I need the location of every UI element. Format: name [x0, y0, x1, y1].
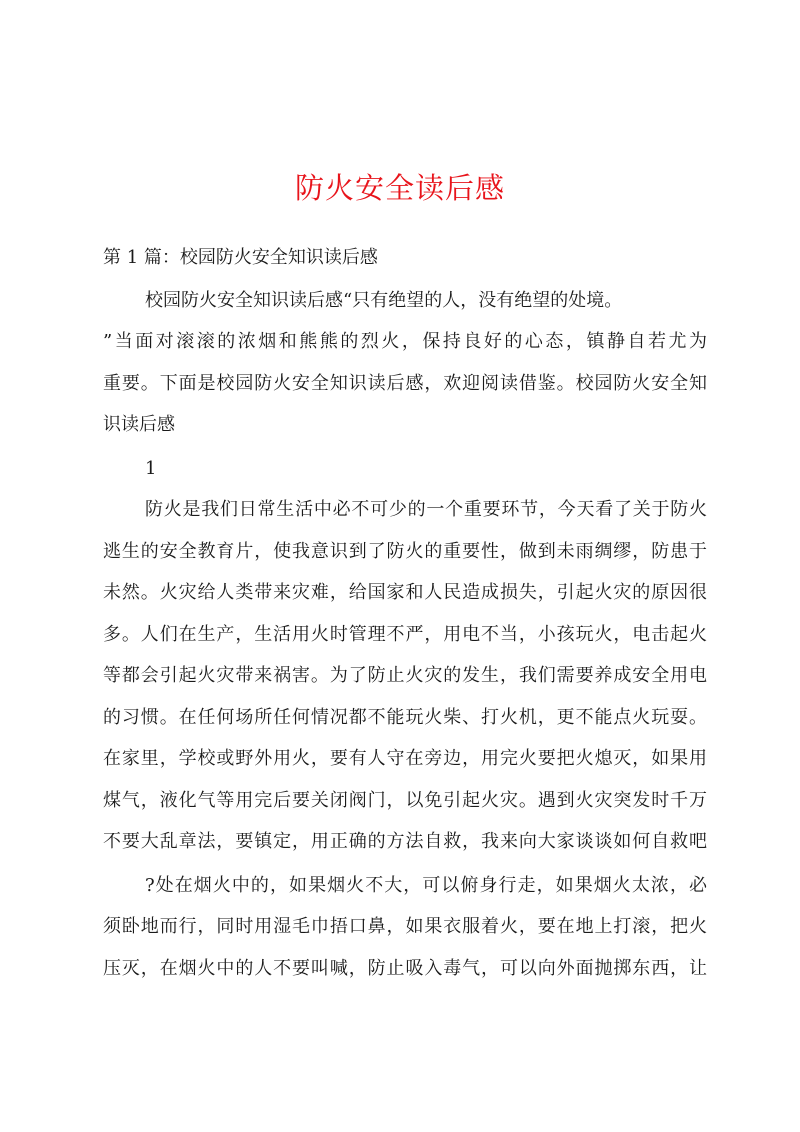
paragraph-line: 在家里，学校或野外用火，要有人守在旁边，用完火要把火熄灭，如果用: [103, 748, 707, 769]
paragraph-line: ”当面对滚滚的浓烟和熊熊的烈火，保持良好的心态，镇静自若尤为: [103, 331, 707, 352]
paragraph-line: 校园防火安全知识读后感“只有绝望的人，没有绝望的处境。: [145, 290, 623, 311]
paragraph-line: 逃生的安全教育片，使我意识到了防火的重要性，做到未雨绸缪，防患于: [103, 541, 707, 562]
paragraph-line: 等都会引起火灾带来祸害。为了防止火灾的发生，我们需要养成安全用电: [103, 665, 707, 686]
section-heading: 第 1 篇：校园防火安全知识读后感: [103, 247, 378, 268]
paragraph-line: 的习惯。在任何场所任何情况都不能玩火柴、打火机，更不能点火玩耍。: [103, 707, 707, 728]
paragraph-line: ?处在烟火中的，如果烟火不大，可以俯身行走，如果烟火太浓，必: [145, 875, 707, 896]
paragraph-line: 须卧地而行，同时用湿毛巾捂口鼻，如果衣服着火，要在地上打滚，把火: [103, 916, 707, 937]
page-title: 防火安全读后感: [294, 171, 505, 205]
paragraph-line: 多。人们在生产，生活用火时管理不严，用电不当，小孩玩火，电击起火: [103, 624, 707, 645]
paragraph-line: 煤气，液化气等用完后要关闭阀门，以免引起火灾。遇到火灾突发时千万: [103, 790, 707, 811]
paragraph-line: 重要。下面是校园防火安全知识读后感，欢迎阅读借鉴。校园防火安全知: [103, 373, 707, 394]
paragraph-line: 识读后感: [103, 414, 175, 435]
paragraph-line: 压灭，在烟火中的人不要叫喊，防止吸入毒气，可以向外面抛掷东西，让: [103, 958, 707, 979]
paragraph-line: 未然。火灾给人类带来灾难，给国家和人民造成损失，引起火灾的原因很: [103, 582, 707, 603]
paragraph-line: 防火是我们日常生活中必不可少的一个重要环节，今天看了关于防火: [145, 499, 707, 520]
paragraph-line: 不要大乱章法，要镇定，用正确的方法自救，我来向大家谈谈如何自救吧: [103, 831, 707, 852]
paragraph-number: 1: [145, 458, 157, 479]
